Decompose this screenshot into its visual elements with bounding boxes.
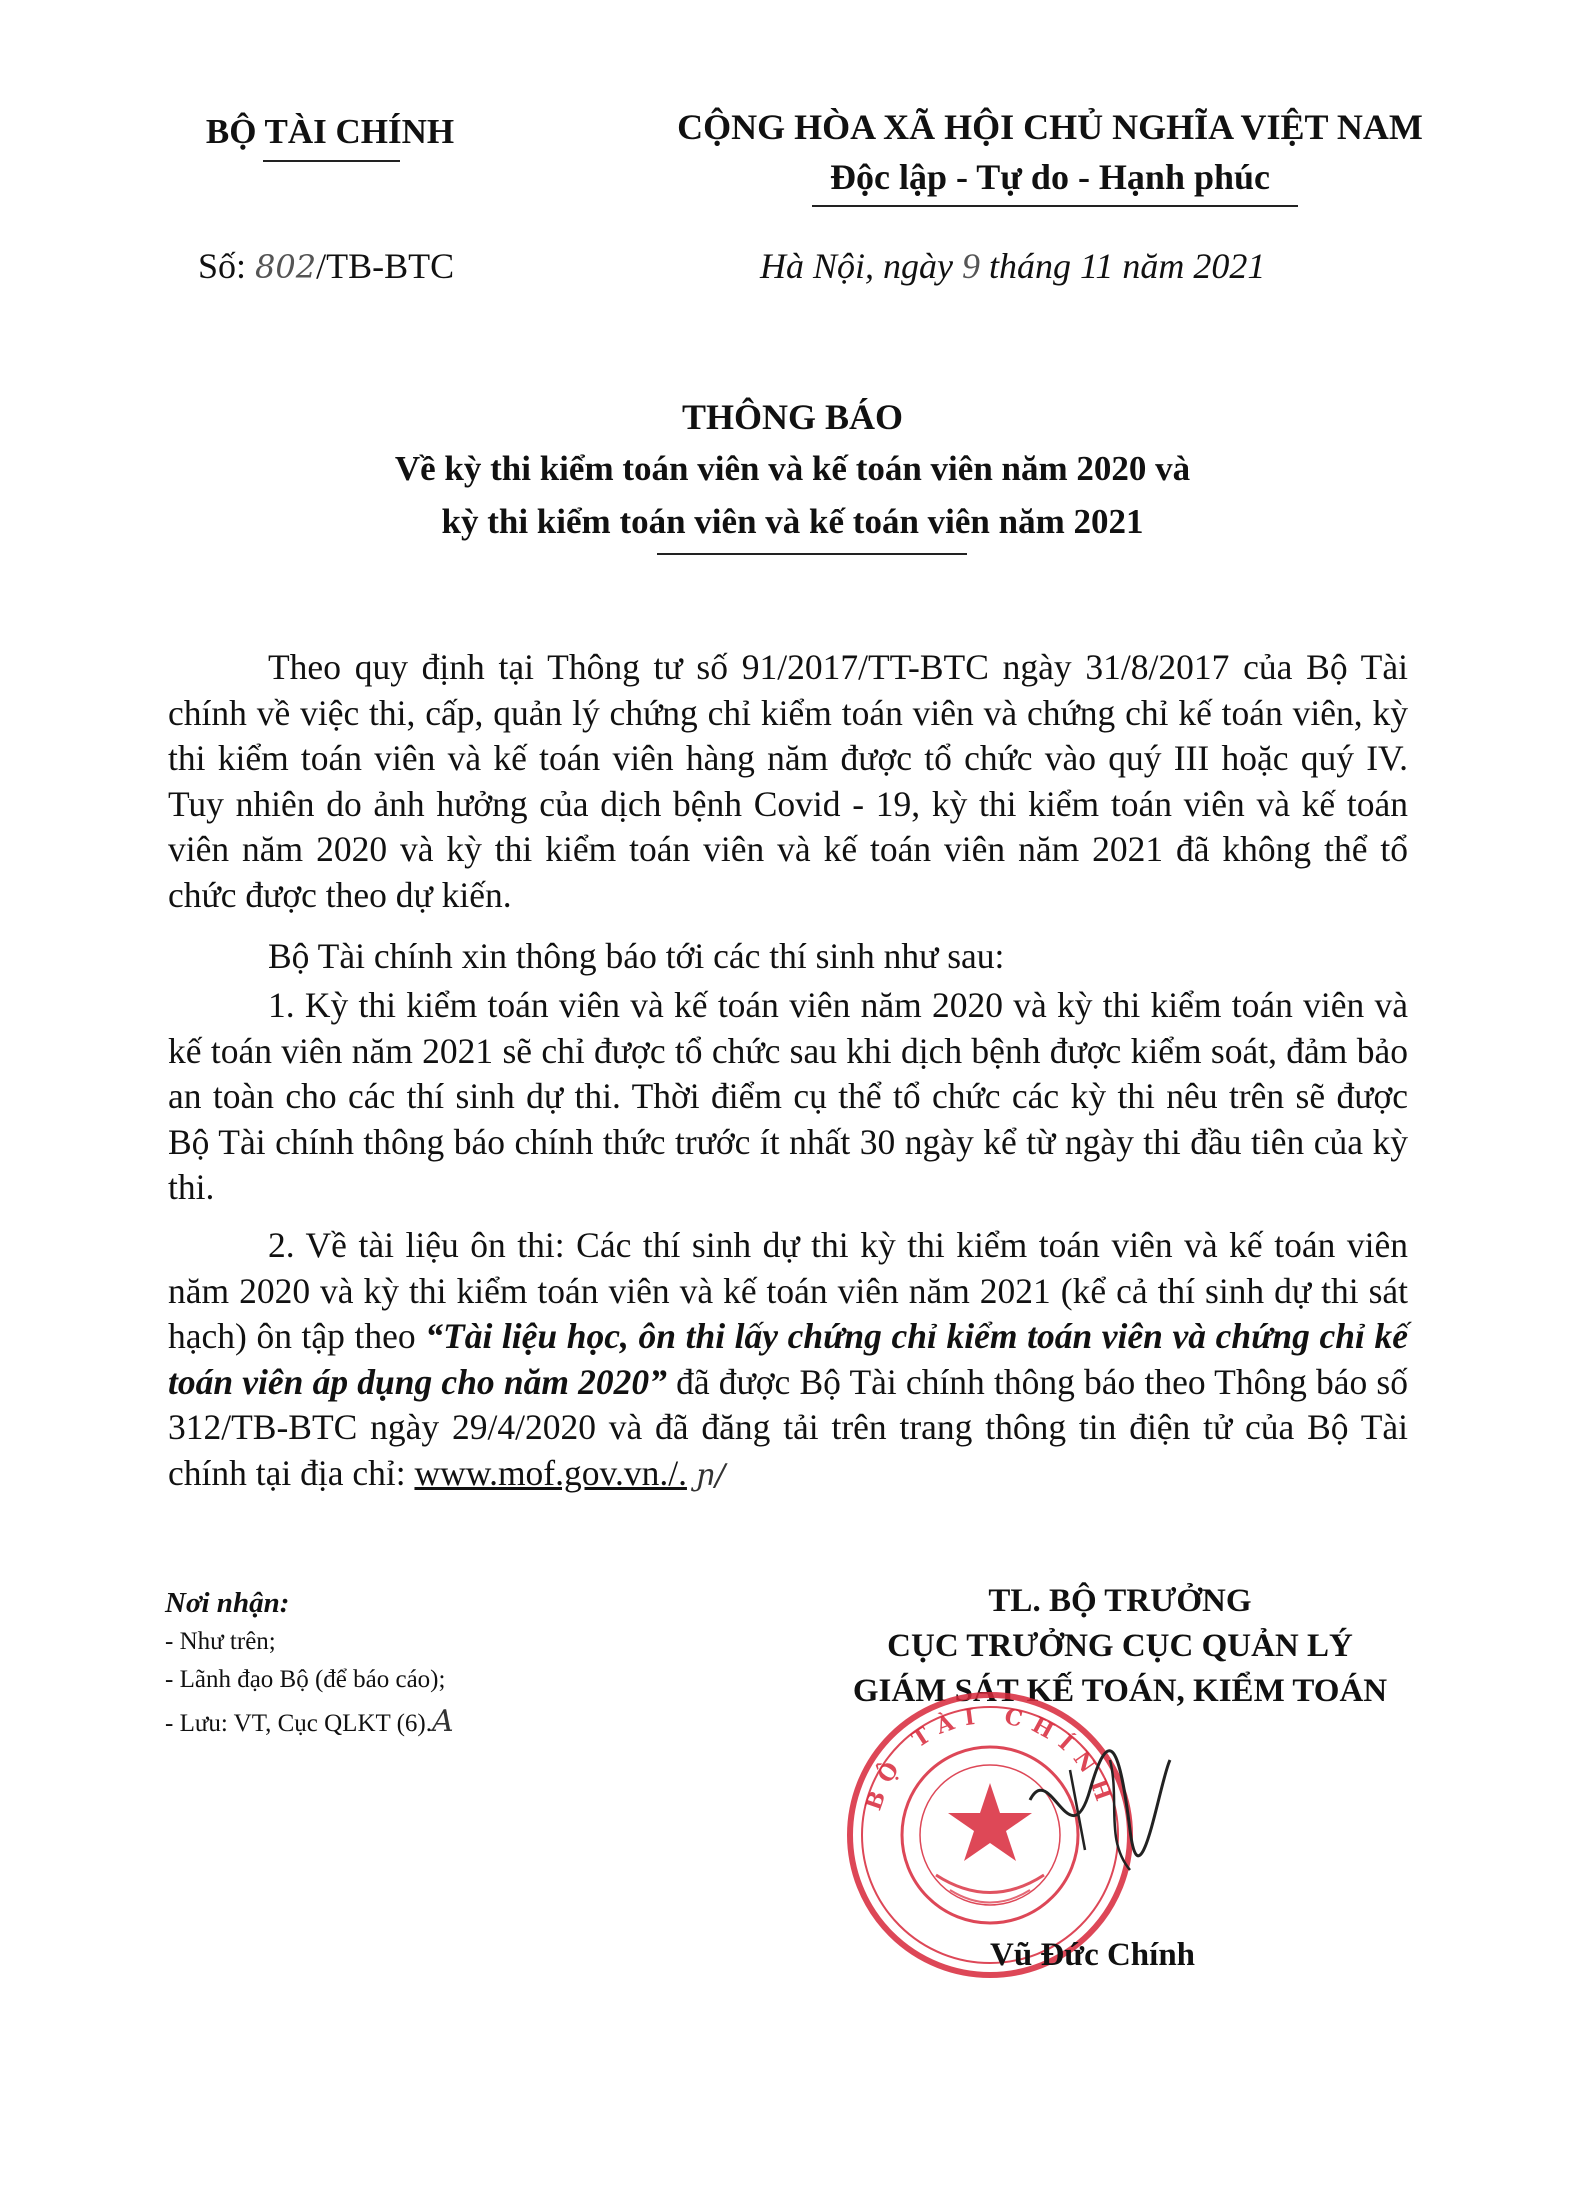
place-suffix: tháng 11 năm 2021 (989, 246, 1266, 286)
study-material-title: “Tài liệu học, ôn thi lấy chứng chỉ kiểm toán viên và chứng chỉ kế toán viên áp dụng cho năm 2020” (168, 1316, 1408, 1402)
doc-no-prefix: Số: (198, 246, 247, 286)
document-subtitle-line2: kỳ thi kiểm toán viên và kế toán viên năm 2021 (441, 502, 1144, 541)
seal-ring-text: BỘ TÀI CHÍNH (860, 1702, 1120, 1814)
signatory-authority: TL. BỘ TRƯỞNG (988, 1583, 1252, 1619)
recipient-item: - Lãnh đạo Bộ (để báo cáo); (165, 1666, 446, 1693)
doc-no-handwritten: 802 (255, 248, 317, 286)
day-handwritten: 9 (962, 246, 980, 286)
paragraph-announcement-intro: Bộ Tài chính xin thông báo tới các thí sinh như sau: (268, 936, 1005, 976)
signatory-title-line2: GIÁM SÁT KẾ TOÁN, KIỂM TOÁN (852, 1673, 1388, 1709)
place-and-date (760, 245, 1265, 287)
place-prefix: Hà Nội, ngày (760, 246, 953, 286)
recipients-heading: Nơi nhận: (165, 1587, 290, 1619)
recipient-item: - Lưu: VT, Cục QLKT (6).A (165, 1704, 454, 1739)
signatory-title-line1: CỤC TRƯỞNG CỤC QUẢN LÝ (887, 1628, 1353, 1664)
handwritten-initial: A (431, 1704, 454, 1739)
title-underline (657, 553, 967, 555)
national-title: CỘNG HÒA XÃ HỘI CHỦ NGHĨA VIỆT NAM (677, 107, 1423, 147)
recipient-item: - Như trên; (165, 1628, 276, 1655)
paragraph-background: Theo quy định tại Thông tư số 91/2017/TT-BTC ngày 31/8/2017 của Bộ Tài chính về việc thi, cấp, quản lý chứng chỉ kiểm toán viên và chứng chỉ kế toán viên, kỳ thi kiểm toán viên và kế toán viên hàng năm được tổ chức vào quý III hoặc quý IV. Tuy nhiên do ảnh hưởng của dịch bệnh Covid - 19, kỳ thi kiểm toán viên và kế toán viên năm 2020 và kỳ thi kiểm toán viên và kế toán viên năm 2021 đã không thể tổ chức được theo dự kiến. (168, 647, 1408, 915)
issuing-organization: BỘ TÀI CHÍNH (205, 112, 455, 151)
document-subtitle-line1: Về kỳ thi kiểm toán viên và kế toán viên năm 2020 và (394, 449, 1191, 488)
signatory-name: Vũ Đức Chính (990, 1937, 1196, 1973)
item-2-text-b: đã được Bộ Tài chính thông báo theo Thông báo số 312/TB-BTC ngày 29/4/2020 và đã đăng tải trên trang thông tin điện tử của Bộ Tài chính tại địa chỉ: (168, 1361, 1408, 1493)
item-2-text-a: 2. Về tài liệu ôn thi: Các thí sinh dự thi kỳ thi kiểm toán viên và kế toán viên năm 2020 và kỳ thi kiểm toán viên và kế toán viên năm 2021 (kể cả thí sinh dự thi sát hạch) ôn tập theo (168, 1225, 1408, 1356)
paragraph-item-1: 1. Kỳ thi kiểm toán viên và kế toán viên năm 2020 và kỳ thi kiểm toán viên và kế toán viên năm 2021 sẽ chỉ được tổ chức sau khi dịch bệnh được kiểm soát, đảm bảo an toàn cho các thí sinh dự thi. Thời điểm cụ thể tổ chức các kỳ thi nêu trên sẽ được Bộ Tài chính thông báo chính thức trước ít nhất 30 ngày kể từ ngày thi đầu tiên của kỳ thi. (168, 985, 1408, 1207)
paragraph-item-2 (168, 1223, 1408, 1498)
doc-no-suffix: /TB-BTC (316, 246, 455, 286)
motto-underline (812, 205, 1298, 207)
document-number (198, 245, 454, 287)
national-motto: Độc lập - Tự do - Hạnh phúc (829, 157, 1271, 197)
website-link[interactable]: www.mof.gov.vn./. (414, 1452, 687, 1493)
handwritten-signature (1010, 1740, 1180, 1890)
org-underline (263, 160, 400, 162)
document-title: THÔNG BÁO (681, 397, 904, 437)
handwritten-initial: ɲ/ (695, 1457, 726, 1493)
